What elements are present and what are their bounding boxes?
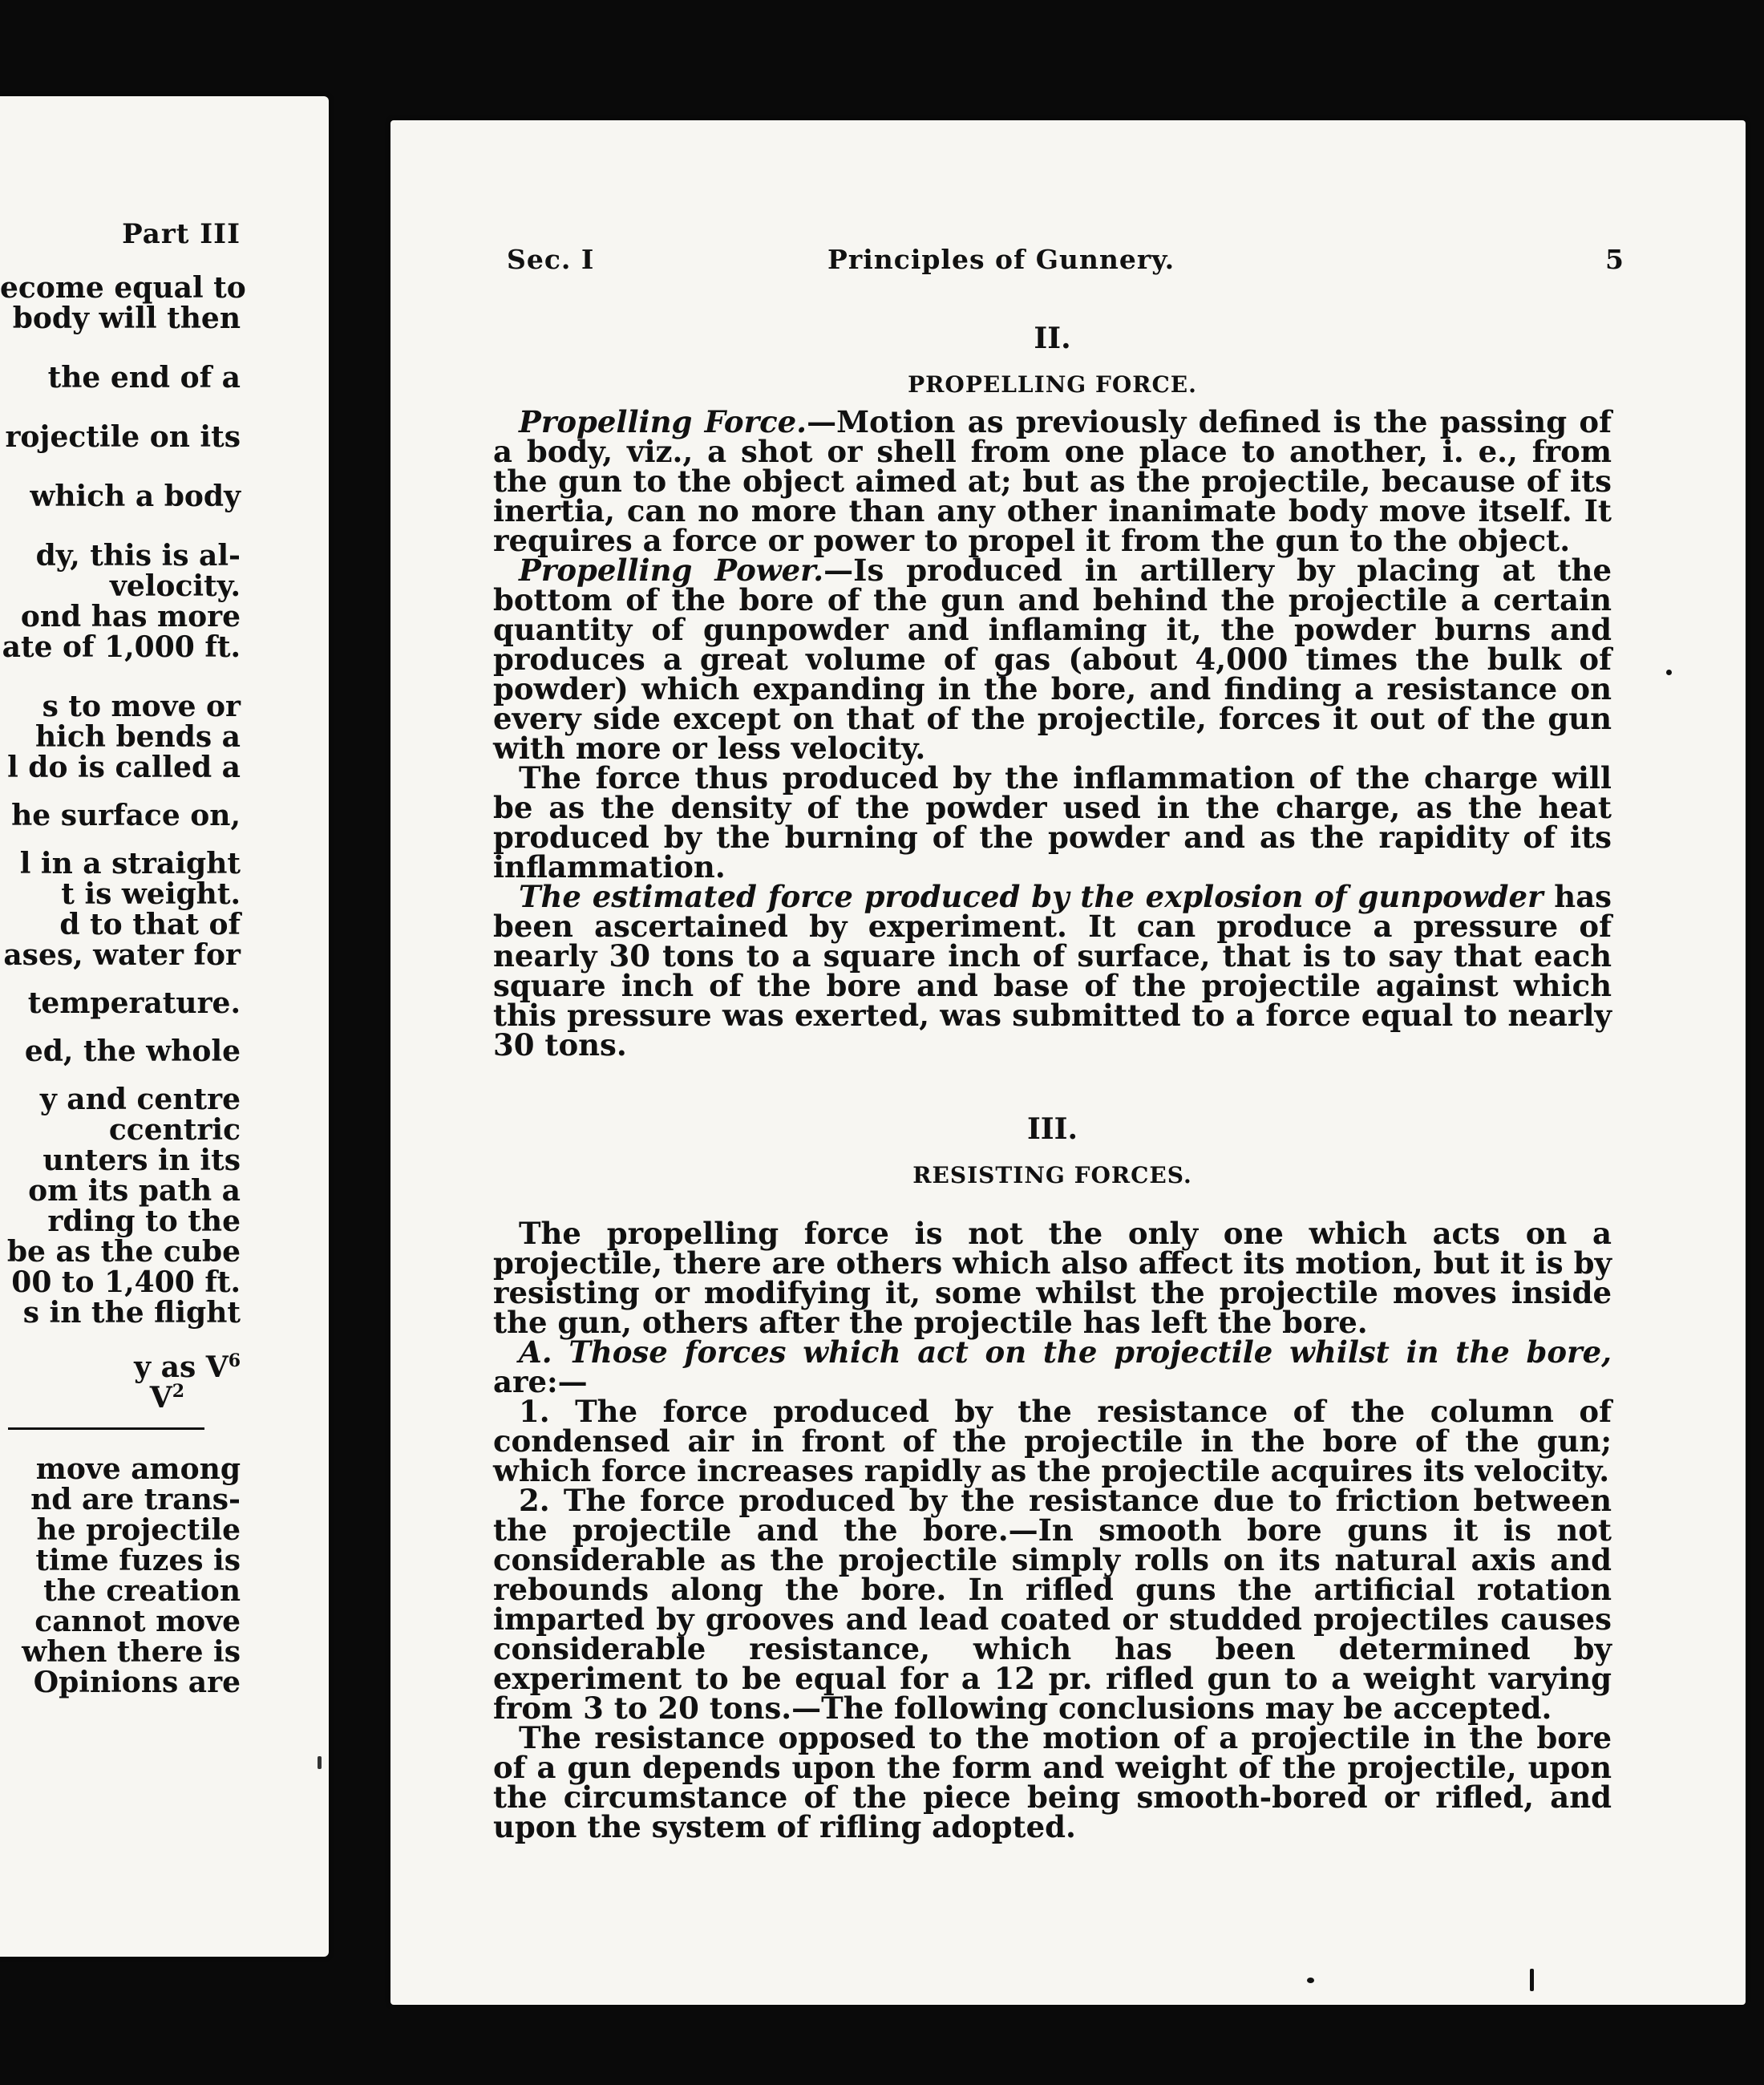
formula-numerator: y as $V^6$: [134, 1350, 241, 1384]
left-line: temperature.: [27, 986, 241, 1020]
left-line: ccentric: [108, 1113, 241, 1147]
left-line: 00 to 1,400 ft.: [11, 1265, 241, 1299]
left-line: ond has more: [20, 600, 241, 634]
left-page: [0, 96, 329, 1957]
section-number: II.: [1034, 322, 1071, 355]
paragraph: 2. The force produced by the resistance due to friction between the projectile and the bore.—In smooth bore guns it is not considerable as the projectile simply rolls on its natural axis and rebounds along the bore. In rifled guns the artificial rotation imparted by grooves and lead coated or studded projectiles causes considerable resistance, which has been determined by experiment to be equal for a 12 pr. rifled gun to a weight varying from 3 to 20 tons.—The following conclusions may be accepted.: [493, 1483, 1612, 1726]
paragraph: The force thus produced by the inflammation of the charge will be as the density of the powder used in the charge, as the heat produced by the burning of the powder and as the rapidity of its inflammation.: [493, 760, 1612, 885]
left-line: hich bends a: [34, 720, 241, 754]
section-label: Sec. I: [507, 244, 595, 275]
left-line: ed, the whole: [24, 1034, 241, 1068]
left-line: rojectile on its: [5, 420, 241, 454]
paragraph: 1. The force produced by the resistance of the column of condensed air in front of the projectile in the bore of the gun; which force increases rapidly as the projectile acquires its velocity.: [493, 1394, 1612, 1488]
left-line: body will then: [12, 302, 241, 335]
left-line: rding to the: [47, 1204, 241, 1238]
left-line: nd are trans-: [30, 1483, 241, 1516]
left-line: ases, water for: [3, 938, 241, 972]
left-line: cannot move: [34, 1605, 241, 1638]
paragraph: The estimated force produced by the explosion of gunpowder has been ascertained by experiment. It can produce a pressure of nearly 30 tons to a square inch of surface, that is to say that each square inch of the bore and base of the projectile against which this pressure was exerted, was submitted to a force equal to nearly 30 tons.: [493, 879, 1612, 1063]
left-line: om its path a: [28, 1174, 241, 1208]
section-number: III.: [1026, 1112, 1078, 1146]
scan-speck: [1307, 1978, 1314, 1983]
left-page-text: [0, 271, 246, 1699]
left-line: d to that of: [59, 908, 241, 941]
left-line: y and centre: [39, 1083, 241, 1116]
left-line: velocity.: [109, 569, 241, 603]
paragraph: Propelling Power.—Is produced in artillery by placing at the bottom of the bore of the gun and behind the projectile a certain quantity of gunpowder and inflaming it, the powder burns and produces a great volume of gas (about 4,000 times the bulk of powder) which expanding in the bore, and finding a resistance on every side except on that of the projectile, forces it out of the gun with more or less velocity.: [493, 553, 1612, 766]
left-line: the creation: [43, 1574, 241, 1608]
section-title: PROPELLING FORCE.: [908, 371, 1197, 398]
left-line: he projectile: [36, 1513, 241, 1547]
left-line: unters in its: [42, 1144, 241, 1177]
paragraph: The propelling force is not the only one which acts on a projectile, there are others which also affect its motion, but it is by resisting or modifying it, some whilst the projectile moves inside the gun, others after the projectile has left the bore.: [493, 1216, 1612, 1340]
page-body: [493, 321, 1612, 1842]
left-line: l do is called a: [7, 751, 241, 784]
left-line: time fuzes is: [35, 1544, 241, 1577]
scan-speck: [1530, 1969, 1534, 1991]
left-line: he surface on,: [11, 799, 241, 832]
horizontal-rule: [8, 1427, 204, 1430]
left-running-head: Part III: [122, 218, 241, 250]
left-line: l in a straight: [19, 847, 241, 881]
left-line: s to move or: [42, 690, 241, 723]
left-line: t is weight.: [61, 877, 241, 911]
left-line: ate of 1,000 ft.: [2, 630, 241, 664]
book-title: Principles of Gunnery.: [827, 244, 1175, 275]
left-line: move among: [35, 1452, 241, 1486]
paragraph: Propelling Force.—Motion as previously defined is the passing of a body, viz., a shot or shell from one place to another, i. e., from the gun to the object aimed at; but as the projectile, because of its inertia, can no more than any other inanimate body move itself. It requires a force or power to propel it from the gun to the object.: [493, 404, 1612, 558]
paragraph: The resistance opposed to the motion of a projectile in the bore of a gun depends upon the form and weight of the projectile, upon the circumstance of the piece being smooth-bored or rifled, and upon the system of rifling adopted.: [493, 1720, 1612, 1844]
left-line: which a body: [30, 480, 241, 513]
left-line: ecome equal to: [0, 271, 246, 305]
section-title: RESISTING FORCES.: [912, 1162, 1192, 1188]
left-line: when there is: [22, 1635, 241, 1669]
scan-speck: [318, 1756, 322, 1769]
paragraph: A. Those forces which act on the projectile whilst in the bore, are:—: [493, 1334, 1612, 1399]
left-line: s in the flight: [22, 1296, 241, 1330]
formula-denominator: $V^2$: [149, 1381, 184, 1415]
right-page: [390, 120, 1746, 2005]
page-number: 5: [1605, 244, 1624, 275]
left-line: be as the cube: [6, 1235, 241, 1269]
left-line: the end of a: [47, 361, 241, 395]
scan-speck: [1666, 670, 1672, 675]
left-line: dy, this is al-: [35, 539, 241, 573]
left-line: Opinions are: [33, 1666, 241, 1699]
